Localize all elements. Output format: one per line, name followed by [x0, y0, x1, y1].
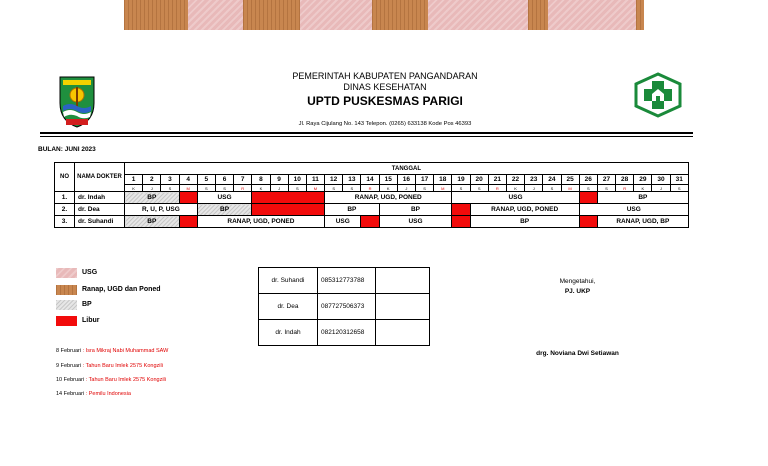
legend-label: Libur: [82, 317, 100, 324]
date-cell: 10: [288, 175, 306, 185]
date-cell: 29: [634, 175, 652, 185]
shift-cell: R, U, P, USG: [125, 204, 198, 216]
month-label: BULAN: JUNI 2023: [38, 146, 96, 153]
holiday-item: [56, 348, 168, 354]
doctor-name: dr. Suhandi: [75, 216, 125, 228]
day-cell: R: [361, 185, 379, 192]
legend-label: Ranap, UGD dan Poned: [82, 286, 161, 293]
date-cell: 3: [161, 175, 179, 185]
off-day-cell: [579, 216, 597, 228]
day-cell: M: [434, 185, 452, 192]
regency-logo: [57, 73, 97, 129]
date-cell: 27: [597, 175, 615, 185]
phone-doctor-name: dr. Indah: [259, 320, 318, 346]
legend-swatch: [56, 300, 77, 310]
sign-position: PJ. UKP: [564, 288, 591, 295]
off-day-cell: [452, 204, 470, 216]
day-cell: M: [561, 185, 579, 192]
date-cell: 28: [616, 175, 634, 185]
date-cell: 14: [361, 175, 379, 185]
holiday-name: : Tahun Baru Imlek 2575 Kongzili: [82, 363, 163, 369]
day-cell: S: [470, 185, 488, 192]
shift-cell: BP: [197, 204, 252, 216]
date-cell: 8: [252, 175, 270, 185]
day-cell: S: [215, 185, 233, 192]
shift-cell: BP: [125, 216, 180, 228]
shift-cell: USG: [325, 216, 361, 228]
schedule-table: [54, 162, 689, 228]
legend-swatch: [56, 316, 77, 326]
date-cell: 21: [488, 175, 506, 185]
holiday-name: : Pemilu Indonesia: [85, 391, 131, 397]
holiday-date: 9 Februari: [56, 363, 82, 369]
holiday-date: 10 Februari: [56, 377, 85, 383]
phone-number: 085312773788: [318, 268, 376, 294]
shift-cell: RANAP, UGD, PONED: [197, 216, 324, 228]
phone-blank-cell: [376, 320, 430, 346]
phone-row: [259, 268, 430, 294]
date-cell: 7: [234, 175, 252, 185]
date-cell: 5: [197, 175, 215, 185]
day-cell: S: [579, 185, 597, 192]
day-cell: M: [306, 185, 324, 192]
day-cell: J: [143, 185, 161, 192]
holiday-date: 14 Februari: [56, 391, 85, 397]
shift-cell: BP: [379, 204, 452, 216]
date-cell: 25: [561, 175, 579, 185]
date-cell: 11: [306, 175, 324, 185]
shift-cell: USG: [579, 204, 688, 216]
header-rule-thick: [40, 132, 693, 134]
date-cell: 9: [270, 175, 288, 185]
day-cell: S: [288, 185, 306, 192]
phone-doctor-name: dr. Dea: [259, 294, 318, 320]
shift-cell: RANAP, UGD, BP: [597, 216, 688, 228]
header-line-3: UPTD PUSKESMAS PARIGI: [307, 94, 463, 108]
doctor-row: [55, 204, 689, 216]
date-cell: 15: [379, 175, 397, 185]
day-cell: K: [252, 185, 270, 192]
date-cell: 19: [452, 175, 470, 185]
date-cell: 13: [343, 175, 361, 185]
day-cell: R: [488, 185, 506, 192]
day-cell: S: [161, 185, 179, 192]
off-day-cell: [361, 216, 379, 228]
off-day-cell: [452, 216, 470, 228]
legend-swatch: [56, 268, 77, 278]
day-cell: K: [125, 185, 143, 192]
top-swatch-pink-2: [300, 0, 372, 30]
top-swatch-wood-4: [528, 0, 548, 30]
puskesmas-logo: [633, 72, 683, 118]
shift-cell: USG: [197, 192, 252, 204]
day-cell: K: [634, 185, 652, 192]
shift-cell: BP: [597, 192, 688, 204]
date-cell: 2: [143, 175, 161, 185]
shift-cell: BP: [325, 204, 380, 216]
day-cell: R: [616, 185, 634, 192]
holiday-item: [56, 391, 131, 397]
legend-label: USG: [82, 269, 98, 276]
date-cell: 4: [179, 175, 197, 185]
day-cell: J: [525, 185, 543, 192]
shift-cell: BP: [125, 192, 180, 204]
phone-row: [259, 294, 430, 320]
row-number: 2.: [55, 204, 75, 216]
day-cell: J: [397, 185, 415, 192]
col-no-header: NO: [55, 163, 75, 192]
date-cell: 18: [434, 175, 452, 185]
top-swatch-pink-3: [428, 0, 528, 30]
top-swatch-wood-5: [636, 0, 644, 30]
doctor-name: dr. Indah: [75, 192, 125, 204]
row-number: 3.: [55, 216, 75, 228]
phone-number: 082120312658: [318, 320, 376, 346]
day-cell: S: [343, 185, 361, 192]
day-cell: S: [325, 185, 343, 192]
shift-cell: USG: [379, 216, 452, 228]
shift-cell: USG: [452, 192, 579, 204]
off-day-cell: [252, 192, 325, 204]
date-cell: 1: [125, 175, 143, 185]
day-cell: S: [597, 185, 615, 192]
date-cell: 24: [543, 175, 561, 185]
holiday-name: : Isra Mikraj Nabi Muhammad SAW: [82, 348, 169, 354]
day-cell: S: [670, 185, 688, 192]
header-line-1: PEMERINTAH KABUPATEN PANGANDARAN: [292, 71, 478, 81]
legend-swatch: [56, 285, 77, 295]
off-day-cell: [179, 192, 197, 204]
day-cell: M: [179, 185, 197, 192]
top-swatch-pink-4: [548, 0, 636, 30]
date-cell: 31: [670, 175, 688, 185]
shift-cell: RANAP, UGD, PONED: [325, 192, 452, 204]
doctor-row: [55, 216, 689, 228]
shift-cell: BP: [470, 216, 579, 228]
day-cell: S: [543, 185, 561, 192]
doctor-row: [55, 192, 689, 204]
day-cell: K: [506, 185, 524, 192]
header-rule-thin: [40, 136, 693, 137]
day-cell: K: [379, 185, 397, 192]
phone-blank-cell: [376, 294, 430, 320]
date-cell: 30: [652, 175, 670, 185]
date-cell: 26: [579, 175, 597, 185]
phone-number: 087727506373: [318, 294, 376, 320]
phone-blank-cell: [376, 268, 430, 294]
phone-row: [259, 320, 430, 346]
holiday-item: [56, 363, 163, 369]
sign-acknowledged: Mengetahui,: [559, 278, 596, 285]
doctor-name: dr. Dea: [75, 204, 125, 216]
date-cell: 6: [215, 175, 233, 185]
day-cell: J: [270, 185, 288, 192]
top-swatch-wood-2: [243, 0, 300, 30]
col-name-header: NAMA DOKTER: [75, 163, 125, 192]
date-cell: 20: [470, 175, 488, 185]
date-cell: 23: [525, 175, 543, 185]
date-cell: 17: [416, 175, 434, 185]
day-cell: S: [452, 185, 470, 192]
holiday-name: : Tahun Baru Imlek 2575 Kongzili: [85, 377, 166, 383]
sign-name: drg. Noviana Dwi Setiawan: [536, 350, 619, 357]
date-cell: 12: [325, 175, 343, 185]
phone-doctor-name: dr. Suhandi: [259, 268, 318, 294]
phone-table: [258, 267, 430, 346]
header-address: Jl. Raya Cijulang No. 143 Telepon. (0265) 633138 Kode Pos 46393: [298, 121, 472, 127]
col-dates-header: TANGGAL: [125, 163, 689, 175]
header-line-2: DINAS KESEHATAN: [343, 82, 427, 92]
top-swatch-pink-1: [188, 0, 243, 30]
row-number: 1.: [55, 192, 75, 204]
day-cell: R: [234, 185, 252, 192]
day-cell: J: [652, 185, 670, 192]
off-day-cell: [179, 216, 197, 228]
date-cell: 22: [506, 175, 524, 185]
shift-cell: RANAP, UGD, PONED: [470, 204, 579, 216]
holiday-item: [56, 377, 166, 383]
day-cell: S: [197, 185, 215, 192]
off-day-cell: [252, 204, 325, 216]
off-day-cell: [579, 192, 597, 204]
date-cell: 16: [397, 175, 415, 185]
day-cell: S: [416, 185, 434, 192]
top-swatch-wood-3: [372, 0, 428, 30]
legend-label: BP: [82, 301, 92, 308]
top-swatch-wood-1: [124, 0, 188, 30]
holiday-date: 8 Februari: [56, 348, 82, 354]
